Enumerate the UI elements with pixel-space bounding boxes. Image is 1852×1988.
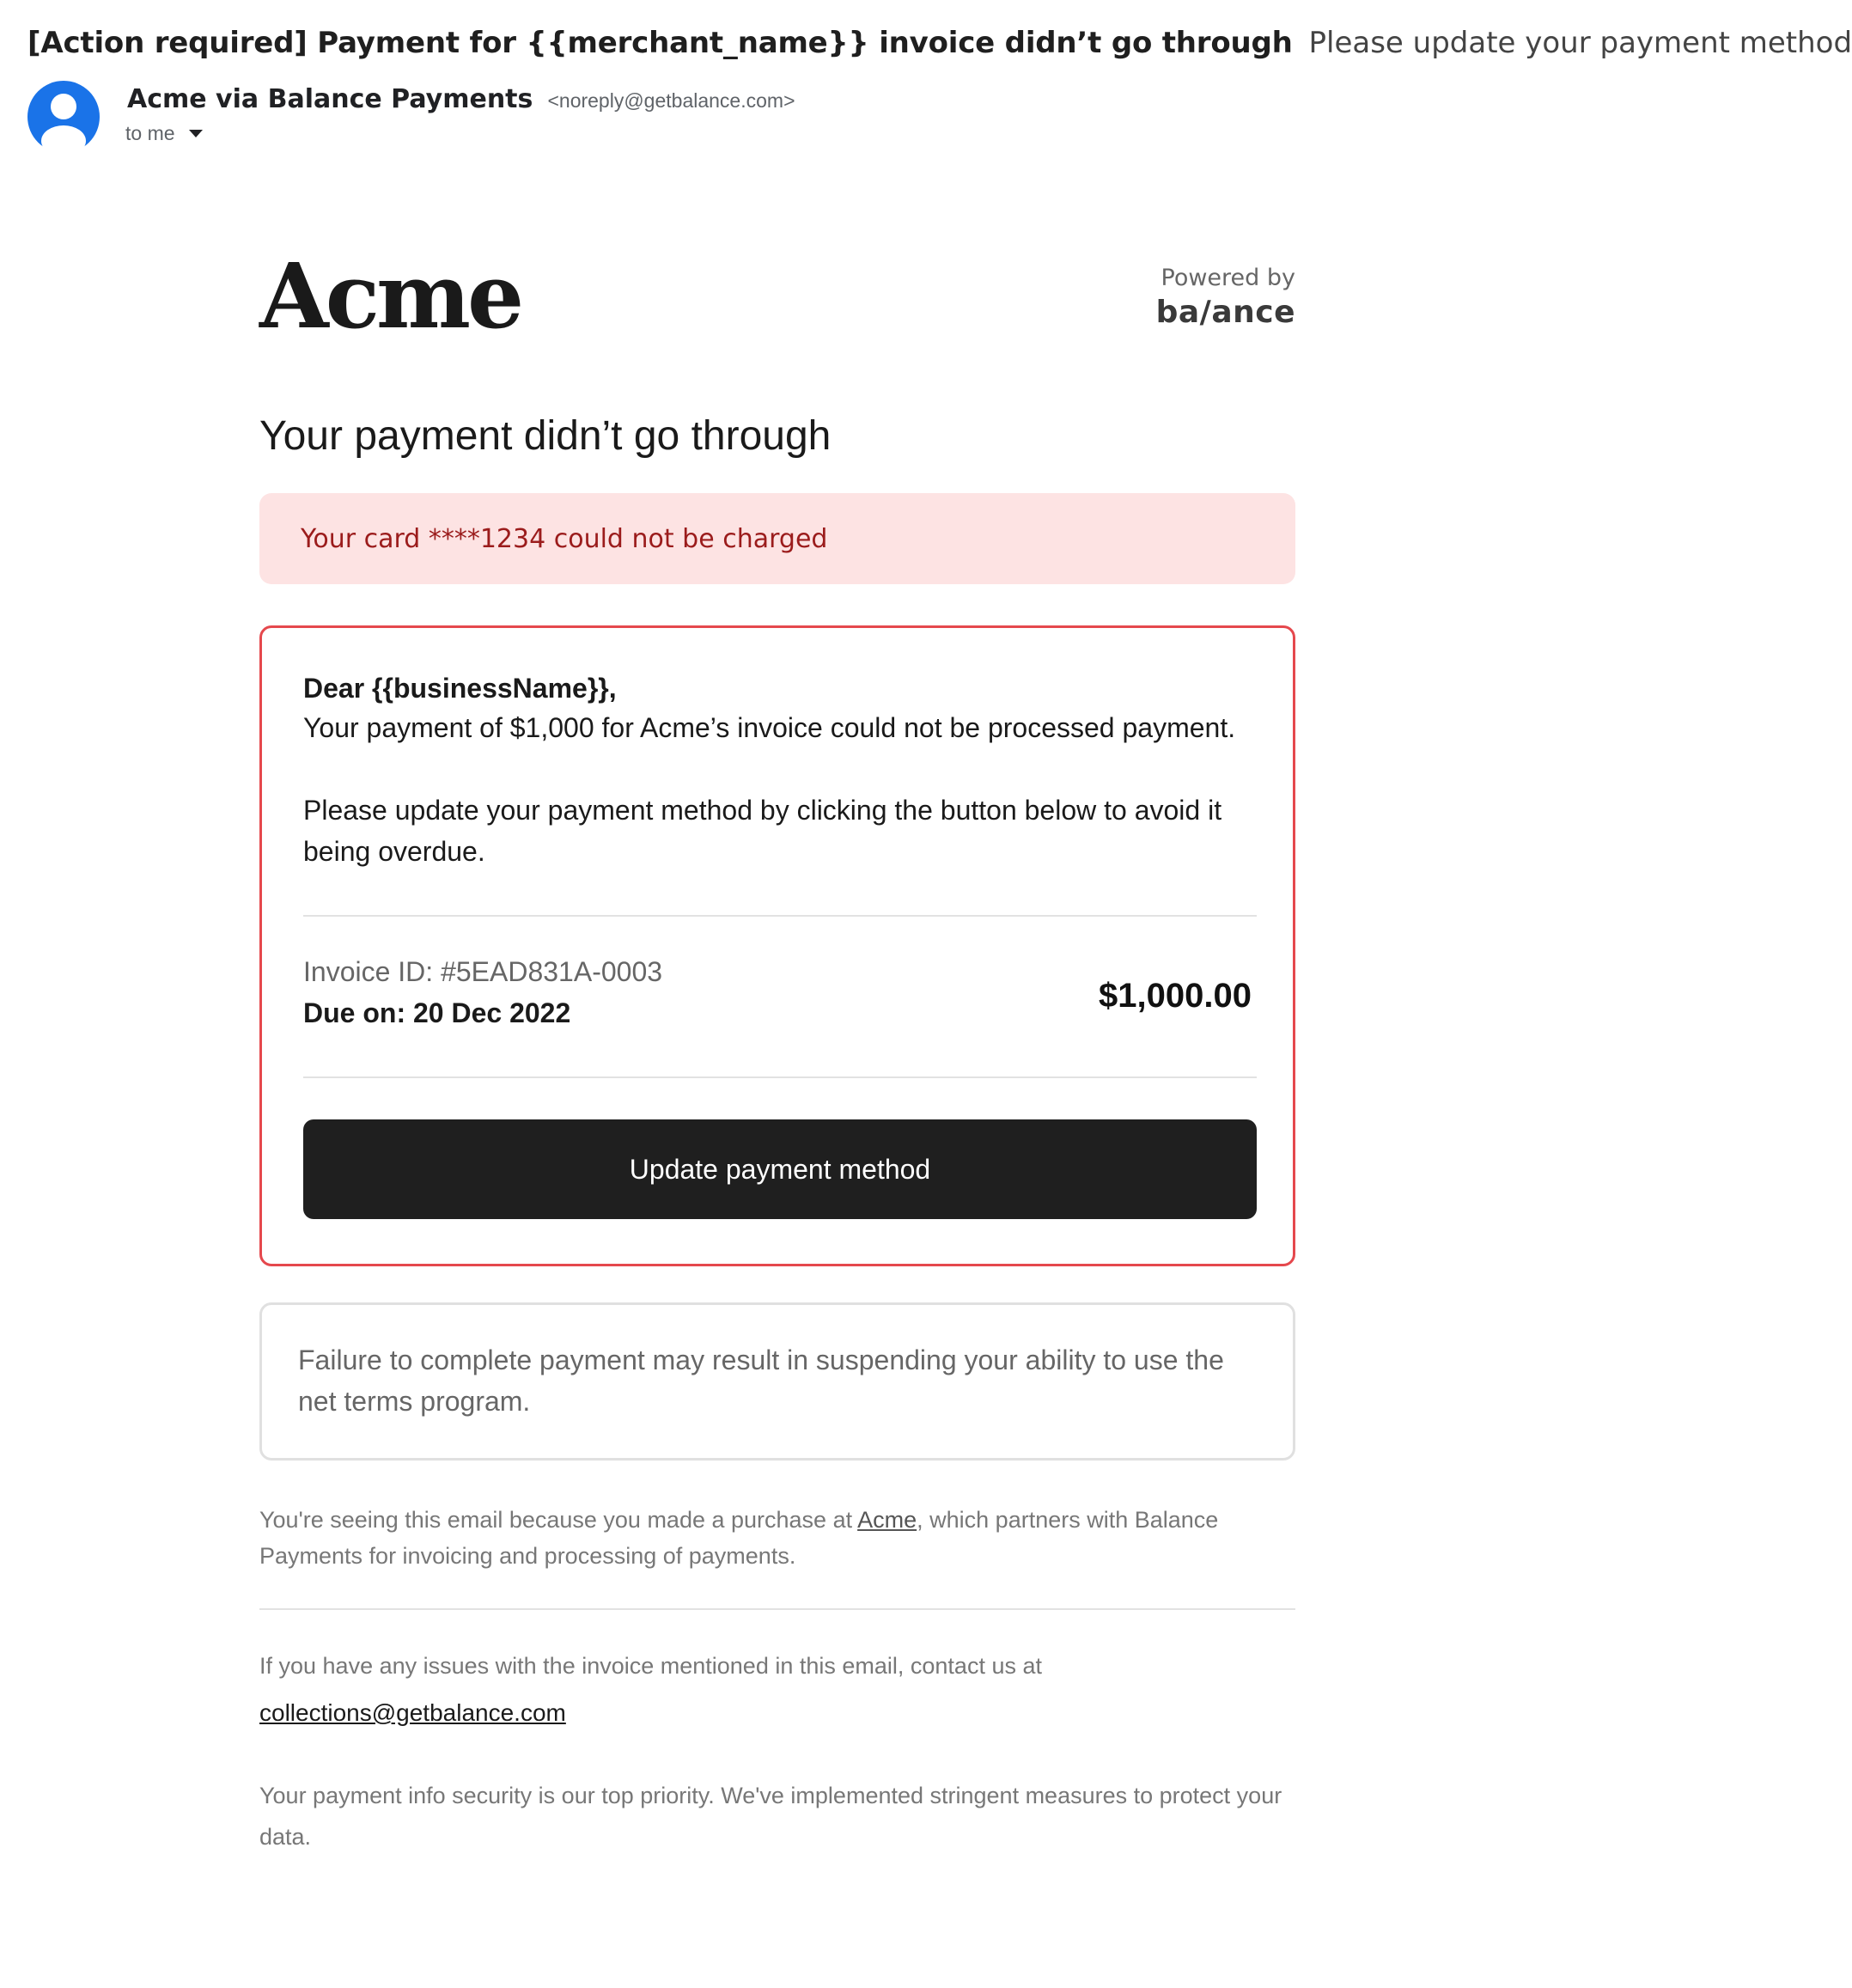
recipient-details-toggle[interactable] (125, 122, 203, 145)
footer-note-prefix: You're seeing this email because you made a purchase at (259, 1507, 858, 1533)
update-instruction: Please update your payment method by clicking the button below to avoid it being overdue. (303, 795, 1222, 867)
page-title: Your payment didn’t go through (259, 413, 832, 459)
email-snippet: Please update your payment method (1308, 26, 1852, 60)
invoice-id: Invoice ID: #5EAD831A-0003 (303, 956, 663, 987)
update-payment-method-button[interactable]: Update payment method (303, 1119, 1257, 1219)
error-alert-text: Your card ****1234 could not be charged (301, 524, 828, 554)
divider (303, 1076, 1257, 1078)
person-icon (27, 81, 100, 153)
warning-text: Failure to complete payment may result in suspending your ability to use the net terms program. (298, 1345, 1224, 1417)
greeting: Dear {{businessName}}, (303, 673, 617, 704)
balance-logo: ba/ance (1155, 295, 1295, 330)
contact-email-link[interactable]: collections@getbalance.com (259, 1699, 566, 1726)
invoice-amount: $1,000.00 (1099, 977, 1252, 1015)
warning-box (259, 1302, 1295, 1461)
error-alert (259, 493, 1295, 584)
footer-note-suffix: , which partners with Balance Payments for invoicing and processing of payments. (259, 1507, 1219, 1569)
divider (303, 915, 1257, 917)
caret-down-icon (189, 130, 203, 137)
powered-by (1156, 265, 1295, 330)
merchant-logo: Acme (259, 243, 521, 349)
brand-row (259, 241, 1295, 369)
email-body (259, 241, 1295, 1850)
due-date: Due on: 20 Dec 2022 (303, 997, 571, 1028)
sender-avatar[interactable] (27, 81, 100, 153)
merchant-link[interactable]: Acme (857, 1507, 917, 1533)
sender-email: <noreply@getbalance.com> (547, 89, 795, 112)
contact-text: If you have any issues with the invoice mentioned in this email, contact us at (259, 1653, 1042, 1679)
sender-name[interactable]: Acme via Balance Payments (127, 84, 533, 114)
sender-info (127, 84, 795, 114)
footer-divider (259, 1608, 1295, 1610)
email-subject-line (27, 26, 1852, 60)
payment-failure-message: Your payment of $1,000 for Acme’s invoice could not be processed payment. (303, 712, 1236, 743)
email-subject: [Action required] Payment for {{merchant_name}} invoice didn’t go through (27, 26, 1293, 60)
powered-by-label: Powered by (1161, 265, 1295, 291)
security-text: Your payment info security is our top priority. We've implemented stringent measures to protect your data. (259, 1783, 1282, 1850)
footer-note (259, 1502, 1299, 1574)
payment-card (259, 625, 1295, 1266)
recipient-label: to me (125, 122, 175, 144)
